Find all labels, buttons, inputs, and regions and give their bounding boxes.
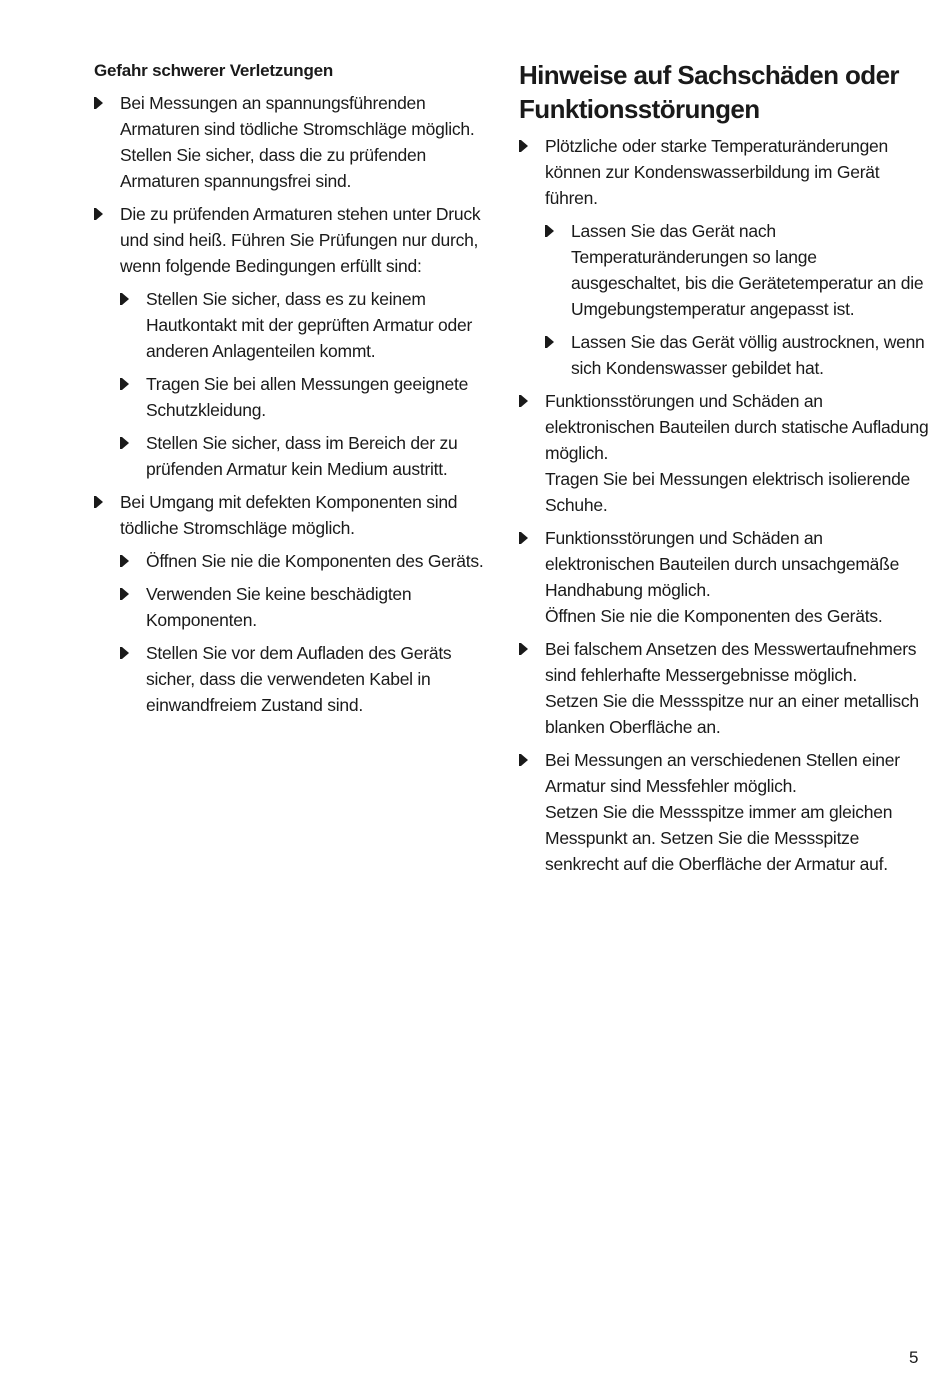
damage-list <box>519 133 929 877</box>
bullet-icon <box>122 647 129 659</box>
sub-item-text: Tragen Sie bei allen Messungen geeignete Schutzkleidung. <box>146 374 469 420</box>
sub-list <box>120 548 494 718</box>
section-heading-danger: Gefahr schwerer Verletzungen <box>94 61 334 80</box>
bullet-icon <box>547 225 554 237</box>
bullet-icon <box>521 395 528 407</box>
bullet-icon <box>96 208 103 220</box>
sub-list-item <box>120 286 494 364</box>
sub-item-text: Stellen Sie sicher, dass im Bereich der zu prüfenden Armatur kein Medium austritt. <box>146 433 458 479</box>
bullet-icon <box>547 336 554 348</box>
item-text: Funktionsstörungen und Schäden an elektronischen Bauteilen durch statische Aufladung möglich. <box>545 391 929 463</box>
sub-list-item <box>545 329 929 381</box>
item-text: Bei Umgang mit defekten Komponenten sind tödliche Stromschläge möglich. <box>120 492 458 538</box>
left-column <box>94 58 494 725</box>
sub-item-text: Öffnen Sie nie die Komponenten des Geräts. <box>146 551 484 571</box>
sub-list-item <box>545 218 929 322</box>
item-text: Bei Messungen an verschiedenen Stellen einer Armatur sind Messfehler möglich. <box>545 750 900 796</box>
bullet-icon <box>122 555 129 567</box>
list-item <box>94 201 494 482</box>
bullet-icon <box>521 754 528 766</box>
bullet-icon <box>122 378 129 390</box>
list-item <box>519 388 929 518</box>
sub-list-item <box>120 640 494 718</box>
list-item <box>519 525 929 629</box>
sub-item-text: Stellen Sie sicher, dass es zu keinem Hautkontakt mit der geprüften Armatur oder anderen Anlagenteilen kommt. <box>146 289 473 361</box>
bullet-icon <box>521 643 528 655</box>
sub-item-text: Lassen Sie das Gerät völlig austrocknen, wenn sich Kondenswasser gebildet hat. <box>571 332 925 378</box>
list-item <box>94 90 494 194</box>
bullet-icon <box>122 293 129 305</box>
sub-list-item <box>120 581 494 633</box>
bullet-icon <box>96 496 103 508</box>
list-item <box>519 636 929 740</box>
right-column <box>519 133 929 884</box>
sub-item-text: Verwenden Sie keine beschädigten Komponenten. <box>146 584 412 630</box>
bullet-icon <box>122 437 129 449</box>
bullet-icon <box>521 140 528 152</box>
list-item <box>519 133 929 381</box>
item-text: Funktionsstörungen und Schäden an elektronischen Bauteilen durch unsachgemäße Handhabung möglich. <box>545 528 900 600</box>
item-instruction: Setzen Sie die Messspitze immer am gleichen Messpunkt an. Setzen Sie die Messspitze senkrecht auf die Oberfläche der Armatur auf. <box>545 802 893 874</box>
bullet-icon <box>122 588 129 600</box>
item-text: Die zu prüfenden Armaturen stehen unter Druck und sind heiß. Führen Sie Prüfungen nur durch, wenn folgende Bedingungen erfüllt sind: <box>120 204 481 276</box>
section-heading-damage: Hinweise auf Sachschäden oder Funktionsstörungen <box>519 60 899 124</box>
sub-item-text: Lassen Sie das Gerät nach Temperaturänderungen so lange ausgeschaltet, bis die Gerätetemperatur an die Umgebungstemperatur angepasst ist. <box>571 221 924 319</box>
item-text: Plötzliche oder starke Temperaturänderungen können zur Kondenswasserbildung im Gerät führen. <box>545 136 889 208</box>
item-text: Bei Messungen an spannungsführenden Armaturen sind tödliche Stromschläge möglich. Stellen Sie sicher, dass die zu prüfenden Armaturen spannungsfrei sind. <box>120 93 475 191</box>
item-text: Bei falschem Ansetzen des Messwertaufnehmers sind fehlerhafte Messergebnisse möglich. <box>545 639 917 685</box>
bullet-icon <box>96 97 103 109</box>
item-instruction: Tragen Sie bei Messungen elektrisch isolierende Schuhe. <box>545 469 911 515</box>
sub-list-item <box>120 548 494 574</box>
sub-item-text: Stellen Sie vor dem Aufladen des Geräts sicher, dass die verwendeten Kabel in einwandfreiem Zustand sind. <box>146 643 452 715</box>
list-item <box>519 747 929 877</box>
bullet-icon <box>521 532 528 544</box>
sub-list-item <box>120 371 494 423</box>
sub-list-item <box>120 430 494 482</box>
sub-list <box>120 286 494 482</box>
item-instruction: Öffnen Sie nie die Komponenten des Geräts. <box>545 606 883 626</box>
list-item <box>94 489 494 718</box>
danger-list <box>94 90 494 718</box>
sub-list <box>545 218 929 381</box>
item-instruction: Setzen Sie die Messspitze nur an einer metallisch blanken Oberfläche an. <box>545 691 919 737</box>
page-number: 5 <box>909 1348 919 1367</box>
